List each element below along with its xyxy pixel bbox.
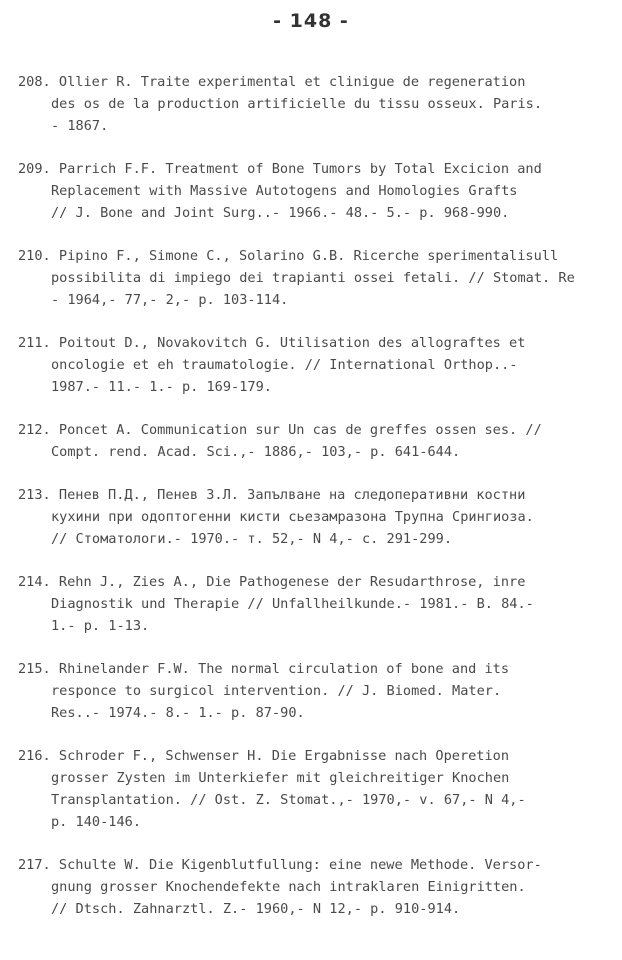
- reference-line: 216. Schroder F., Schwenser H. Die Ergabnisse nach Operetion: [18, 748, 510, 764]
- reference-line: 213. Пенев П.Д., Пенев З.Л. Запълване на следоперативни костни: [18, 487, 526, 503]
- reference-line: des os de la production artificielle du tissu osseux. Paris.: [51, 96, 543, 112]
- reference-item-212: [18, 419, 618, 463]
- reference-item-213: [18, 484, 618, 550]
- reference-line: 1.- p. 1-13.: [51, 618, 150, 634]
- reference-item-210: [18, 245, 618, 311]
- reference-line: // Dtsch. Zahnarztl. Z.- 1960,- N 12,- p. 910-914.: [51, 901, 461, 917]
- reference-line: // Стоматологи.- 1970.- т. 52,- N 4,- с. 291-299.: [51, 531, 453, 547]
- reference-item-208: [18, 71, 618, 137]
- reference-item-216: [18, 745, 618, 833]
- reference-line: gnung grosser Knochendefekte nach intraklaren Einigritten.: [51, 879, 526, 895]
- reference-line: Diagnostik und Therapie // Unfallheilkunde.- 1981.- B. 84.-: [51, 596, 534, 612]
- reference-line: grosser Zysten im Unterkiefer mit gleichreitiger Knochen: [51, 770, 510, 786]
- reference-line: Compt. rend. Acad. Sci.,- 1886,- 103,- p. 641-644.: [51, 444, 461, 460]
- reference-line: Res..- 1974.- 8.- 1.- p. 87-90.: [51, 705, 305, 721]
- reference-line: Transplantation. // Ost. Z. Stomat.,- 1970,- v. 67,- N 4,-: [51, 792, 526, 808]
- reference-list: [18, 71, 618, 941]
- reference-line: 211. Poitout D., Novakovitch G. Utilisation des allograftes et: [18, 335, 526, 351]
- reference-line: p. 140-146.: [51, 814, 142, 830]
- reference-line: oncologie et eh traumatologie. // International Orthop..-: [51, 357, 518, 373]
- reference-line: - 1867.: [51, 118, 109, 134]
- reference-line: кухини при одоптогенни кисти сьезамразона Трупна Срингиоза.: [51, 509, 534, 525]
- reference-item-214: [18, 571, 618, 637]
- reference-line: 217. Schulte W. Die Kigenblutfullung: eine newe Methode. Versor-: [18, 857, 542, 873]
- reference-line: 212. Poncet A. Communication sur Un cas de greffes ossen ses. //: [18, 422, 542, 438]
- reference-line: possibilita di impiego dei trapianti ossei fetali. // Stomat. Re: [51, 270, 575, 286]
- reference-line: 214. Rehn J., Zies A., Die Pathogenese der Resudarthrose, inre: [18, 574, 526, 590]
- reference-line: responce to surgicol intervention. // J. Biomed. Mater.: [51, 683, 502, 699]
- reference-line: 210. Pipino F., Simone C., Solarino G.B. Ricerche sperimentalisull: [18, 248, 559, 264]
- reference-line: // J. Bone and Joint Surg..- 1966.- 48.- 5.- p. 968-990.: [51, 205, 510, 221]
- reference-line: 209. Parrich F.F. Treatment of Bone Tumors by Total Excicion and: [18, 161, 542, 177]
- reference-item-211: [18, 332, 618, 398]
- reference-item-215: [18, 658, 618, 724]
- page-number: - 148 -: [273, 10, 349, 32]
- reference-line: - 1964,- 77,- 2,- p. 103-114.: [51, 292, 289, 308]
- reference-line: 1987.- 11.- 1.- p. 169-179.: [51, 379, 272, 395]
- reference-line: 215. Rhinelander F.W. The normal circulation of bone and its: [18, 661, 510, 677]
- reference-line: 208. Ollier R. Traite experimental et clinigue de regeneration: [18, 74, 526, 90]
- reference-item-217: [18, 854, 618, 920]
- reference-item-209: [18, 158, 618, 224]
- reference-line: Replacement with Massive Autotogens and Homologies Grafts: [51, 183, 518, 199]
